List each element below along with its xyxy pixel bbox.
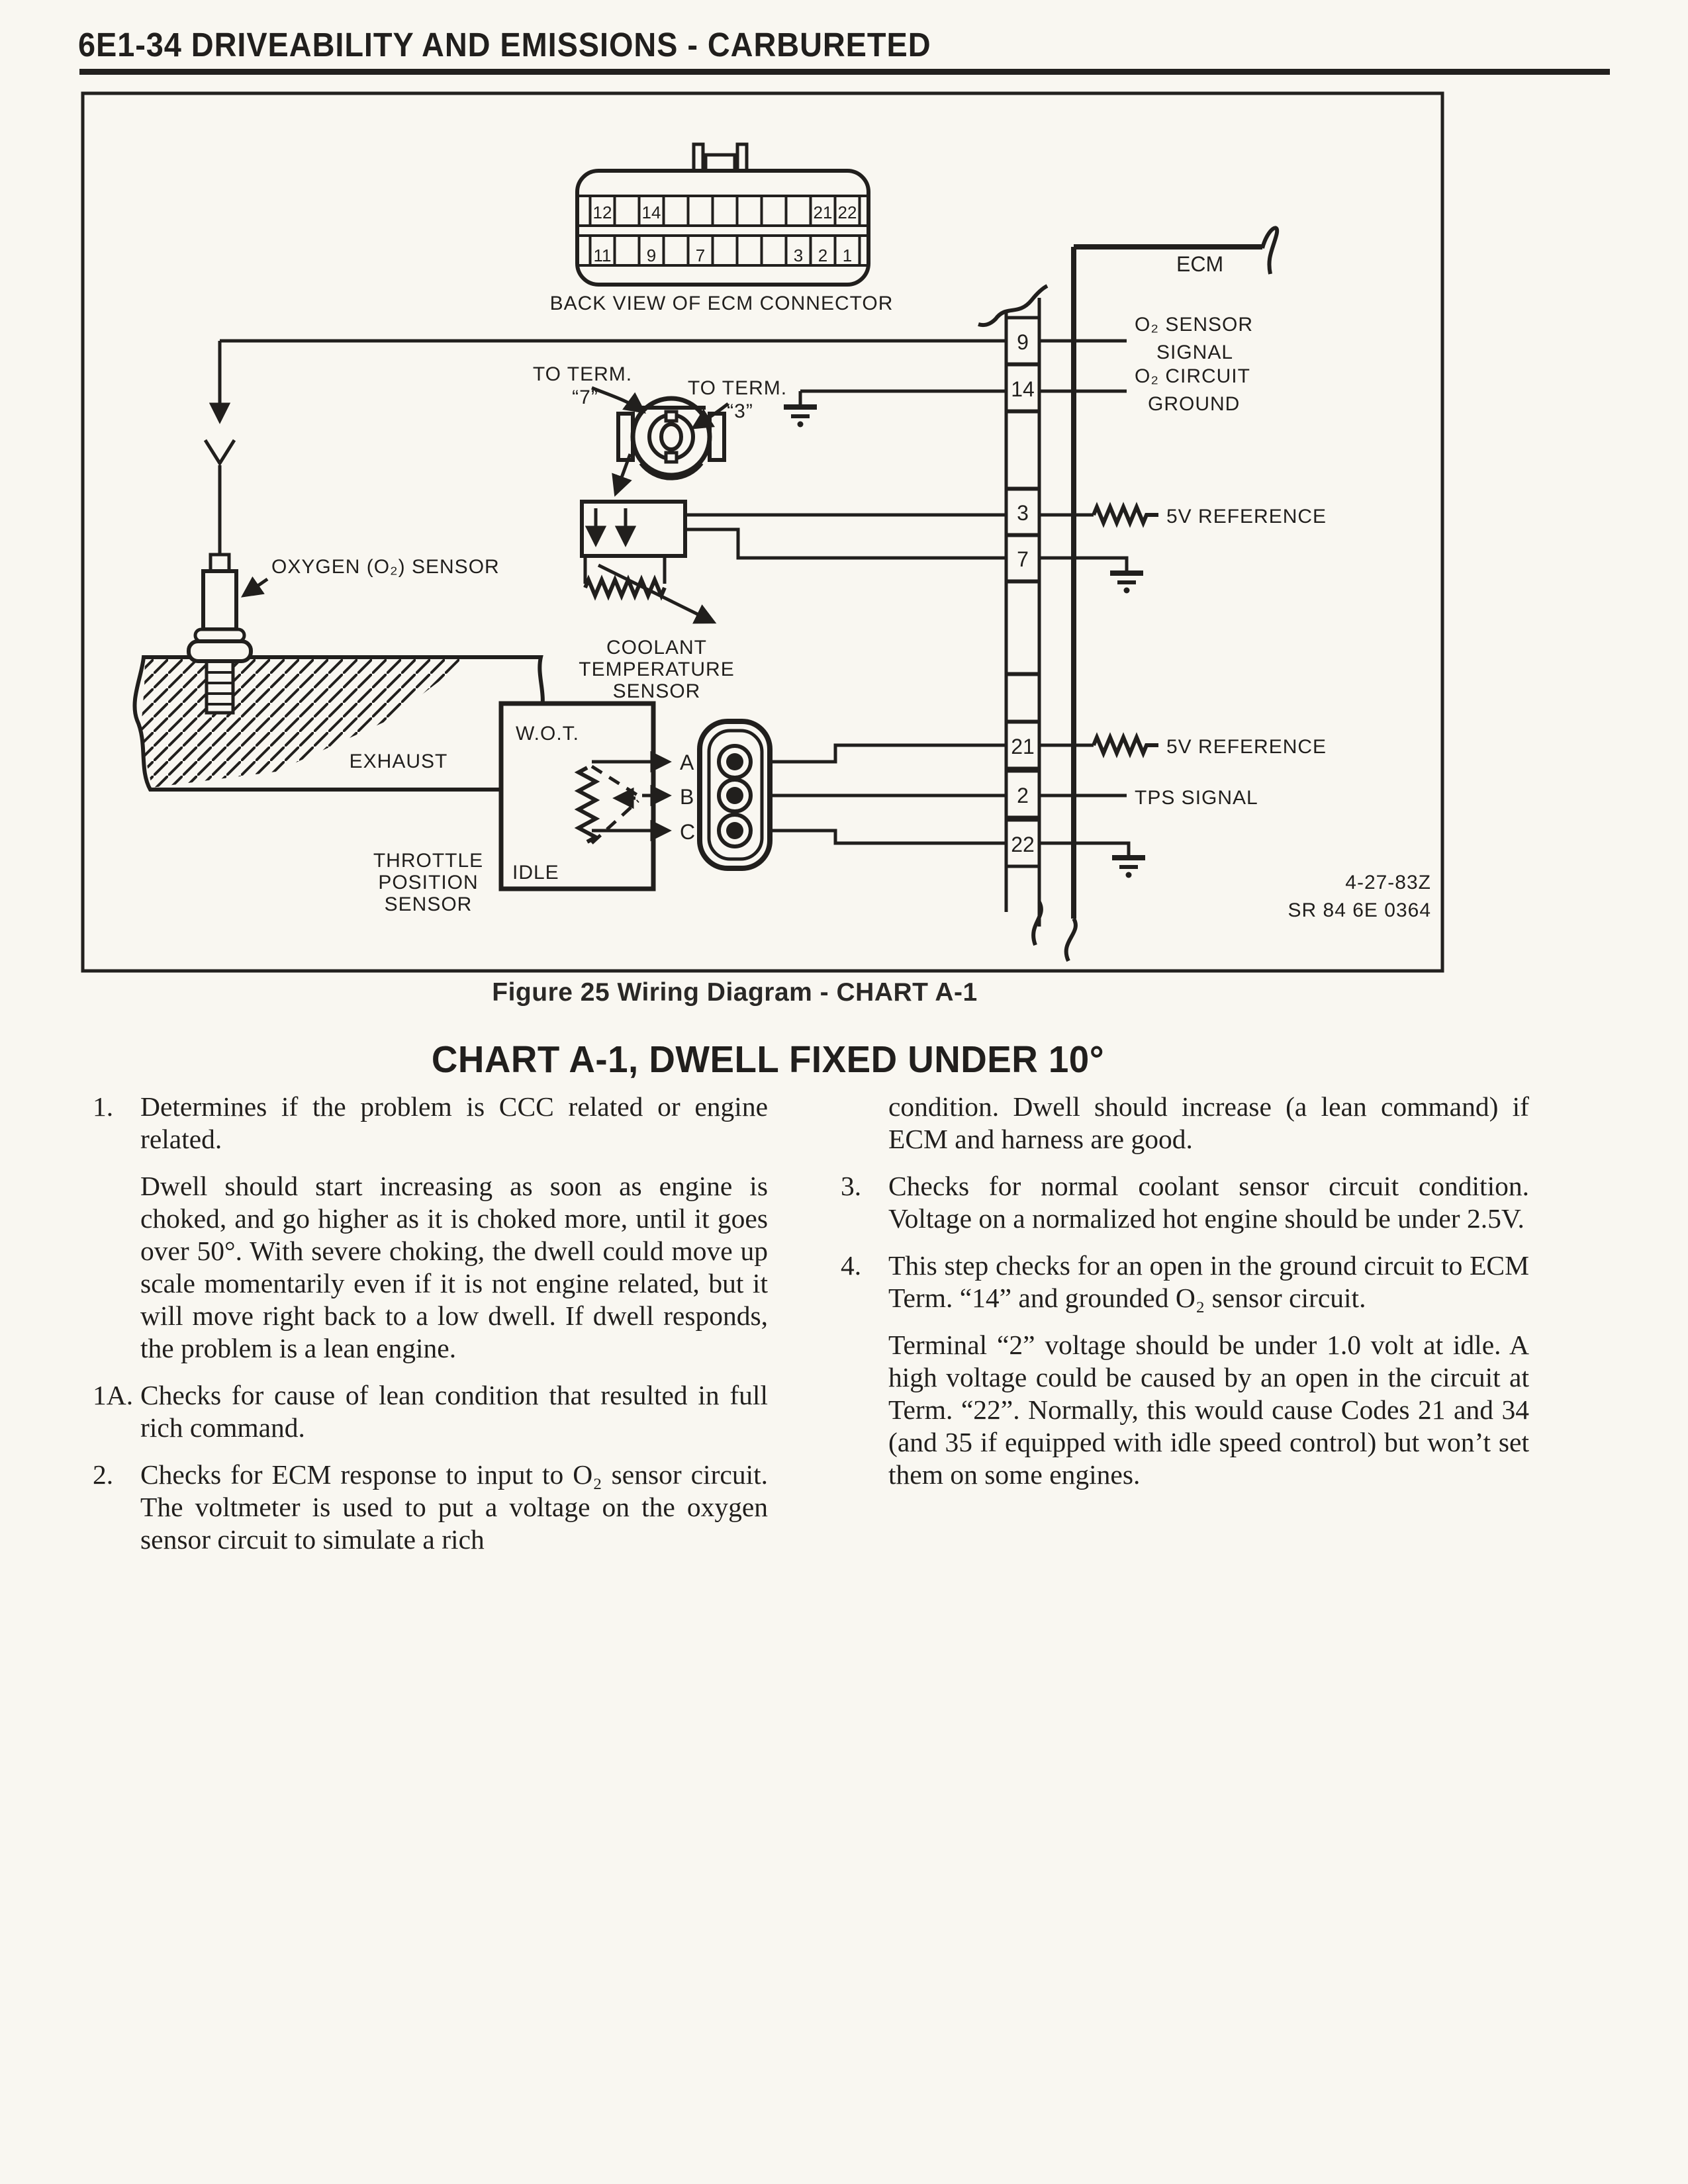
note-text: [888, 1250, 1529, 1491]
diagram-labels: [271, 203, 1431, 921]
notes-left-column: [91, 1091, 768, 1570]
coolant-label-2: TEMPERATURE: [579, 659, 735, 680]
to-term-7-label-2: “7”: [572, 387, 598, 408]
coolant-temp-sensor: [582, 502, 714, 622]
note-paragraph: Dwell should start increasing as soon as engine is choked, and go higher as it is choked more, until it goes over 50°. With severe choking, the dwell could move up scale momentarily even if it is not engine related, but it will move right back to a low dwell. If dwell responds, the problem is a lean engine.: [140, 1171, 768, 1363]
note-number: 1A.: [93, 1380, 134, 1410]
terminal-2: 2: [1017, 784, 1029, 807]
figure-caption: Figure 25 Wiring Diagram - CHART A-1: [492, 978, 978, 1007]
wire-coolant-5v-reference: [685, 507, 1158, 523]
note-text: [888, 1091, 1529, 1156]
ecm-label: ECM: [1176, 252, 1224, 276]
coolant-label-1: COOLANT: [606, 637, 708, 659]
pin-2: 2: [818, 246, 828, 265]
terminal-22: 22: [1011, 833, 1035, 856]
pin-11: 11: [593, 246, 612, 265]
o2-circuit-ground-label-1: O₂ CIRCUIT: [1135, 365, 1250, 387]
exhaust-pipe: [134, 657, 542, 790]
coolant-connector: [592, 388, 728, 494]
coolant-label-3: SENSOR: [612, 680, 701, 702]
plate-code-1: 4-27-83Z: [1345, 872, 1431, 893]
o2-sensor-signal-label-1: O₂ SENSOR: [1135, 314, 1254, 336]
pin-a-label: A: [680, 751, 694, 774]
note-paragraph: Checks for ECM response to input to O₂ sensor circuit. The voltmeter is used to put a voltage on the oxygen sensor circuit to simulate a rich: [140, 1459, 768, 1555]
to-term-3-label-1: TO TERM.: [687, 377, 788, 399]
idle-label: IDLE: [512, 862, 559, 884]
note-item-1a: [91, 1379, 768, 1444]
note-number: 3.: [841, 1171, 862, 1201]
pin-14: 14: [641, 203, 661, 222]
note-paragraph: Determines if the problem is CCC related or engine related.: [140, 1091, 768, 1154]
pin-22: 22: [837, 203, 857, 222]
ecm-line: [1066, 228, 1278, 961]
page-header: 6E1-34 DRIVEABILITY AND EMISSIONS - CARBURETED: [78, 26, 931, 64]
tps-signal-label: TPS SIGNAL: [1135, 787, 1258, 809]
pin-7: 7: [695, 246, 706, 265]
note-text: [140, 1091, 768, 1365]
wiring-diagram-figure: [81, 91, 1444, 973]
terminal-21: 21: [1011, 735, 1035, 758]
terminal-14: 14: [1011, 377, 1035, 401]
note-number: 2.: [93, 1459, 114, 1490]
pin-b-label: B: [680, 785, 694, 809]
terminal-9: 9: [1017, 330, 1029, 354]
to-term-7-label-1: TO TERM.: [532, 363, 633, 385]
pin-c-label: C: [680, 820, 696, 844]
tps-label-3: SENSOR: [384, 893, 473, 915]
note-number: 1.: [93, 1091, 114, 1122]
terminal-3: 3: [1017, 501, 1029, 525]
terminal-7: 7: [1017, 547, 1029, 571]
note-item-2: [91, 1459, 768, 1556]
note-paragraph: Checks for normal coolant sensor circuit condition. Voltage on a normalized hot engine should be under 2.5V.: [888, 1171, 1529, 1234]
note-number: 4.: [841, 1250, 862, 1281]
note-paragraph: condition. Dwell should increase (a lean command) if ECM and harness are good.: [888, 1091, 1529, 1154]
note-text: [888, 1170, 1529, 1235]
connector-caption: BACK VIEW OF ECM CONNECTOR: [549, 293, 894, 314]
wire-tps-ground: [751, 831, 1145, 878]
wot-label: W.O.T.: [516, 723, 579, 745]
pin-3: 3: [793, 246, 804, 265]
note-text: [140, 1459, 768, 1556]
wire-tps-5v-reference: [751, 737, 1158, 762]
note-item-3: [839, 1170, 1529, 1235]
5v-reference-label-top: 5V REFERENCE: [1166, 506, 1327, 527]
pin-1: 1: [842, 246, 853, 265]
plate-code-2: SR 84 6E 0364: [1288, 899, 1431, 921]
note-paragraph: This step checks for an open in the ground circuit to ECM Term. “14” and grounded O₂ sensor circuit.: [888, 1250, 1529, 1313]
header-rule: [79, 69, 1610, 75]
to-term-3-label-2: “3”: [727, 400, 753, 422]
tps-label-2: POSITION: [378, 872, 479, 893]
exhaust-label: EXHAUST: [349, 751, 448, 772]
note-number: [839, 1091, 888, 1156]
oxygen-sensor-label: OXYGEN (O₂) SENSOR: [271, 556, 500, 578]
tps-label-1: THROTTLE: [373, 850, 484, 872]
chart-title: CHART A-1, DWELL FIXED UNDER 10°: [431, 1038, 1105, 1081]
o2-circuit-ground-label-2: GROUND: [1148, 393, 1241, 415]
pin-21: 21: [813, 203, 833, 222]
note-item-2-continued: [839, 1091, 1529, 1156]
pin-12: 12: [592, 203, 612, 222]
note-paragraph: Checks for cause of lean condition that resulted in full rich command.: [140, 1380, 768, 1443]
notes-right-column: [839, 1091, 1529, 1506]
5v-reference-label-bottom: 5V REFERENCE: [1166, 736, 1327, 758]
note-text: [140, 1379, 768, 1444]
note-item-1: [91, 1091, 768, 1365]
note-paragraph: Terminal “2” voltage should be under 1.0 volt at idle. A high voltage could be caused by an open in the circuit at Term. “22”. Normally, this would cause Codes 21 and 34 (and 35 if equipped with idle speed control) but won’t set them on some engines.: [888, 1330, 1529, 1490]
pin-9: 9: [646, 246, 657, 265]
o2-sensor-signal-label-2: SIGNAL: [1156, 341, 1234, 363]
note-item-4: [839, 1250, 1529, 1491]
tps-connector: [700, 721, 770, 868]
